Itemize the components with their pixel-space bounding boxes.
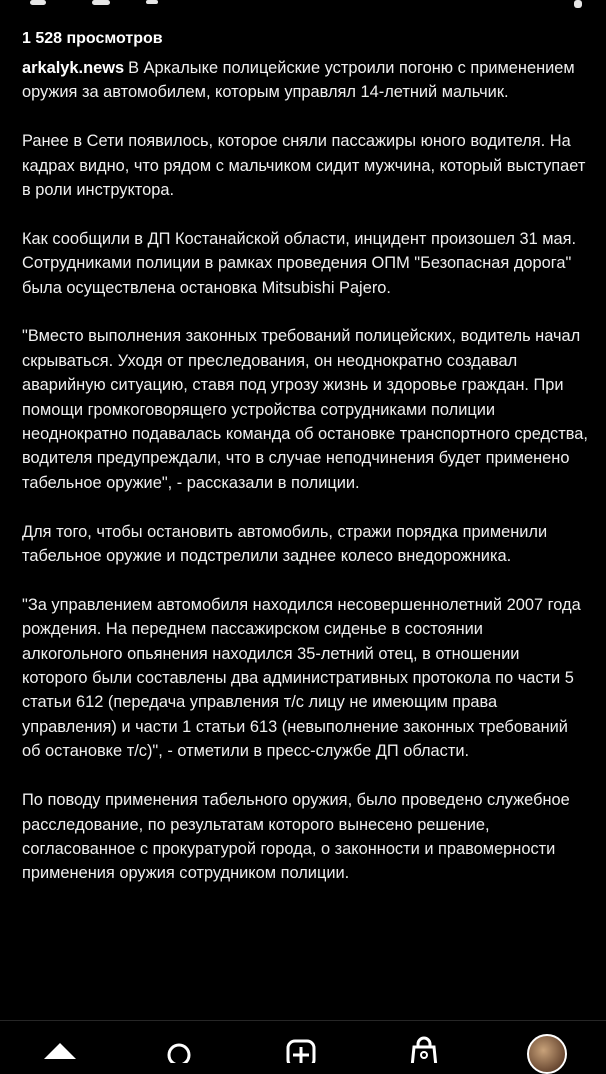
caption-paragraph: "Вместо выполнения законных требований полицейских, водитель начал скрываться. Уходя от преследования, он неоднократно создавал аварийную ситуацию, ставя под угрозу жизнь и здоровье граждан. При помощи громкоговорящего устройства сотрудниками полиции неоднократно подавалась команда об остановке транспортного средства, водителя предупреждали, что в случае неподчинения будет применено табельное оружие", - рассказали в полиции. xyxy=(22,327,588,492)
home-icon xyxy=(40,1033,80,1063)
search-icon xyxy=(160,1033,200,1063)
caption-paragraph: "За управлением автомобиля находился несовершеннолетний 2007 года рождения. На переднем пассажирском сиденье в состоянии алкогольного опьянения находился 35-летний отец, в отношении которого были составлены два административных протокола по части 5 статьи 612 (передача управления т/с лицу не имеющим права управления) и части 1 статьи 613 (невыполнение законных требований об остановке т/с)", - отметили в пресс-службе ДП области. xyxy=(22,595,581,761)
search-tab[interactable] xyxy=(160,1033,200,1063)
new-post-tab[interactable] xyxy=(282,1033,322,1063)
author-username[interactable]: arkalyk.news xyxy=(22,59,125,77)
post-caption xyxy=(22,56,588,886)
action-icon-fragment[interactable] xyxy=(146,0,158,4)
caption-paragraph xyxy=(22,56,588,105)
bottom-navigation-bar xyxy=(0,1020,606,1056)
top-action-bar-partial xyxy=(0,0,606,16)
action-icon-fragment[interactable] xyxy=(92,0,110,5)
caption-paragraph: Ранее в Сети появилось, которое сняли пассажиры юного водителя. На кадрах видно, что рядом с мальчиком сидит мужчина, который выступает в роли инструктора. xyxy=(22,132,586,200)
caption-paragraph: Для того, чтобы остановить автомобиль, стражи порядка применили табельное оружие и подстрелили заднее колесо внедорожника. xyxy=(22,522,548,566)
caption-paragraph: Как сообщили в ДП Костанайской области, инцидент произошел 31 мая. Сотрудниками полиции в рамках проведения ОПМ "Безопасная дорога" была осуществлена остановка Mitsubishi Pajero. xyxy=(22,229,577,297)
action-icon-fragment[interactable] xyxy=(30,0,46,5)
post-caption-area xyxy=(22,28,588,886)
caption-text: В Аркалыке полицейские устроили погоню с применением оружия за автомобилем, которым управлял 14-летний мальчик. xyxy=(22,59,575,102)
save-icon-fragment[interactable] xyxy=(574,0,582,8)
caption-paragraph: По поводу применения табельного оружия, было проведено служебное расследование, по результатам которого вынесено решение, согласованное с прокуратурой города, о законности и правомерности применения оружия сотрудником полиции. xyxy=(22,791,570,883)
profile-avatar[interactable] xyxy=(527,1034,567,1074)
shop-icon xyxy=(404,1033,444,1063)
views-count: 1 528 просмотров xyxy=(22,30,163,47)
new-post-icon xyxy=(282,1033,322,1063)
shop-tab[interactable] xyxy=(404,1033,444,1063)
home-tab[interactable] xyxy=(40,1033,80,1063)
